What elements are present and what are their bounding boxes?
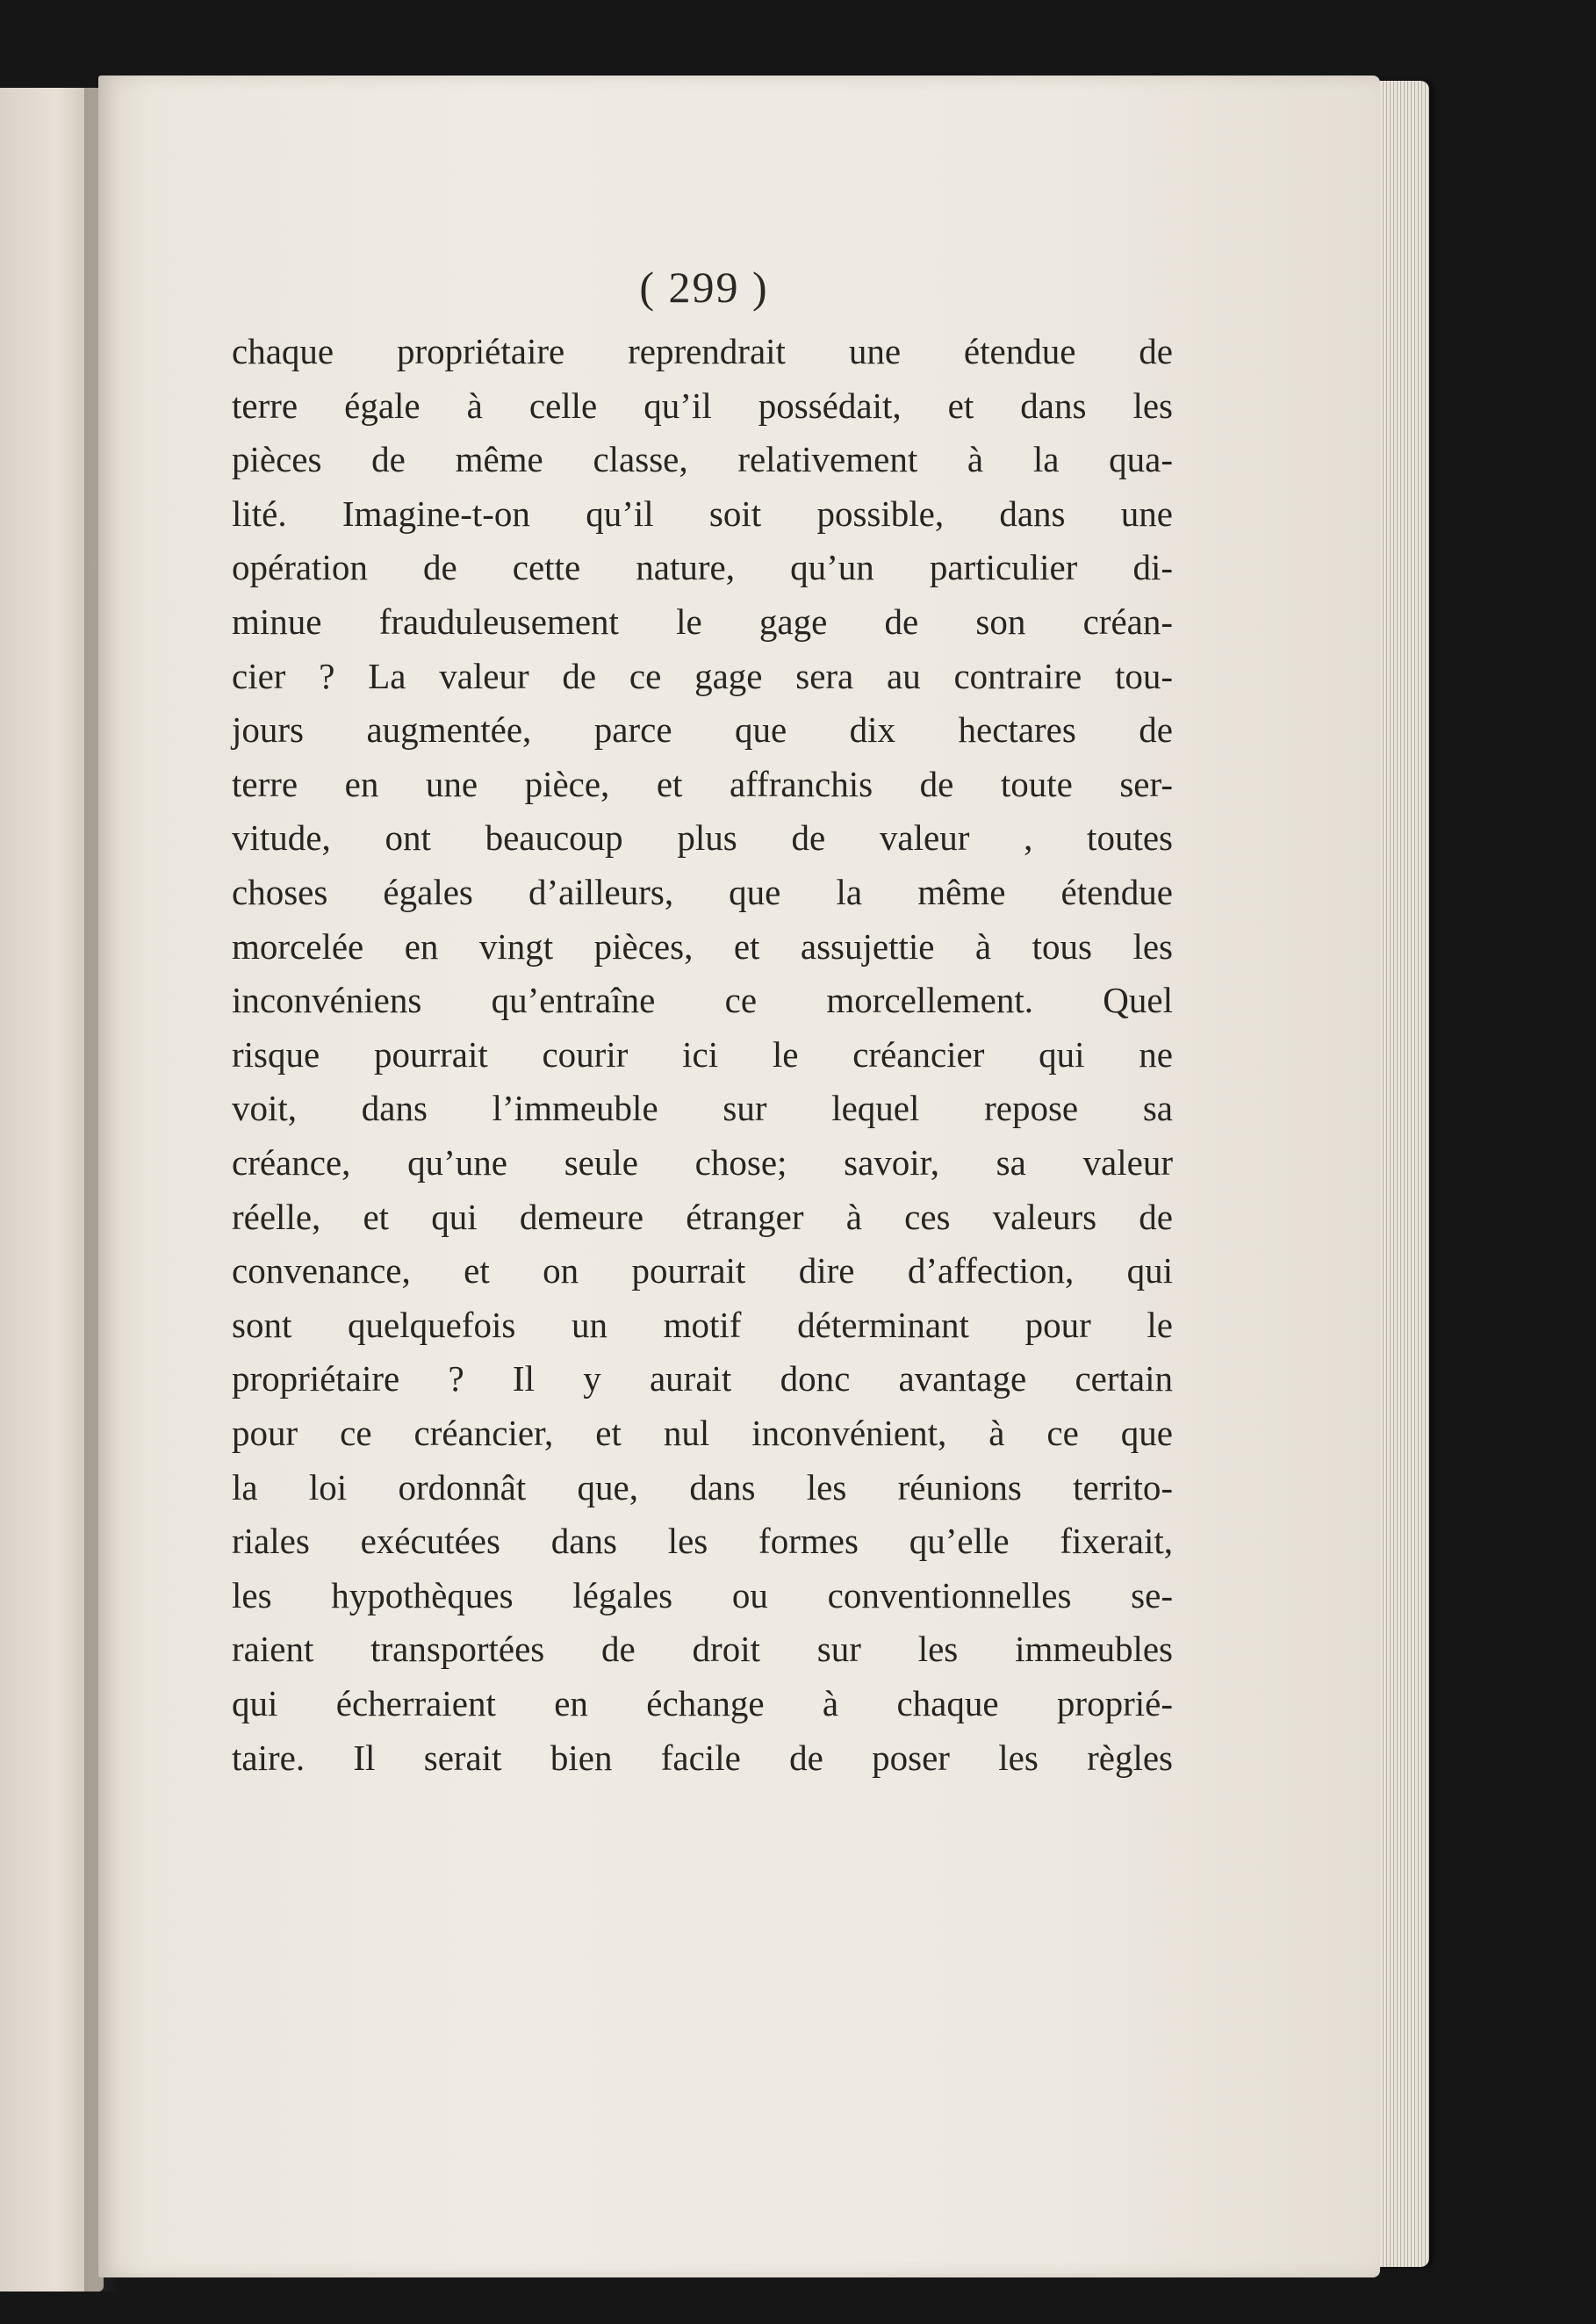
text-line: terre en une pièce, et affranchis de toute ser- (232, 763, 1173, 804)
text-line: inconvéniens qu’entraîne ce morcellement. Quel (232, 980, 1173, 1021)
text-line: cier ? La valeur de ce gage sera au contraire tou- (232, 655, 1173, 696)
text-line: convenance, et on pourrait dire d’affection, qui (232, 1250, 1173, 1292)
text-line: morcelée en vingt pièces, et assujettie à tous les (232, 925, 1173, 967)
text-line: pour ce créancier, et nul inconvénient, à ce que (232, 1413, 1173, 1453)
text-line: lité. Imagine-t-on qu’il soit possible, dans une (232, 493, 1173, 534)
text-line: chaque propriétaire reprendrait une étendue de (232, 331, 1173, 371)
text-line: la loi ordonnât que, dans les réunions territo- (232, 1466, 1173, 1507)
text-line: taire. Il serait bien facile de poser les règles (232, 1737, 1173, 1778)
text-line: riales exécutées dans les formes qu’elle fixerait, (232, 1521, 1173, 1562)
text-line: minue frauduleusement le gage de son créan- (232, 601, 1173, 642)
text-line: créance, qu’une seule chose; savoir, sa valeur (232, 1142, 1173, 1183)
text-line: pièces de même classe, relativement à la qua- (232, 439, 1173, 480)
text-line: réelle, et qui demeure étranger à ces valeurs de (232, 1196, 1173, 1237)
text-line: qui écherraient en échange à chaque proprié- (232, 1683, 1173, 1723)
text-line: terre égale à celle qu’il possédait, et dans les (232, 385, 1173, 426)
text-line: voit, dans l’immeuble sur lequel repose sa (232, 1088, 1173, 1129)
text-line: vitude, ont beaucoup plus de valeur , toutes (232, 817, 1173, 859)
book-page (98, 76, 1380, 2277)
text-line: raient transportées de droit sur les immeubles (232, 1629, 1173, 1670)
text-line: propriétaire ? Il y aurait donc avantage certain (232, 1358, 1173, 1399)
text-line: opération de cette nature, qu’un particulier di- (232, 547, 1173, 588)
text-line: risque pourrait courir ici le créancier qui ne (232, 1033, 1173, 1075)
text-line: jours augmentée, parce que dix hectares de (232, 709, 1173, 751)
text-line: les hypothèques légales ou conventionnelles se- (232, 1574, 1173, 1615)
text-line: sont quelquefois un motif déterminant pour le (232, 1304, 1173, 1345)
text-line: choses égales d’ailleurs, que la même étendue (232, 872, 1173, 912)
page-number: ( 299 ) (639, 263, 769, 312)
